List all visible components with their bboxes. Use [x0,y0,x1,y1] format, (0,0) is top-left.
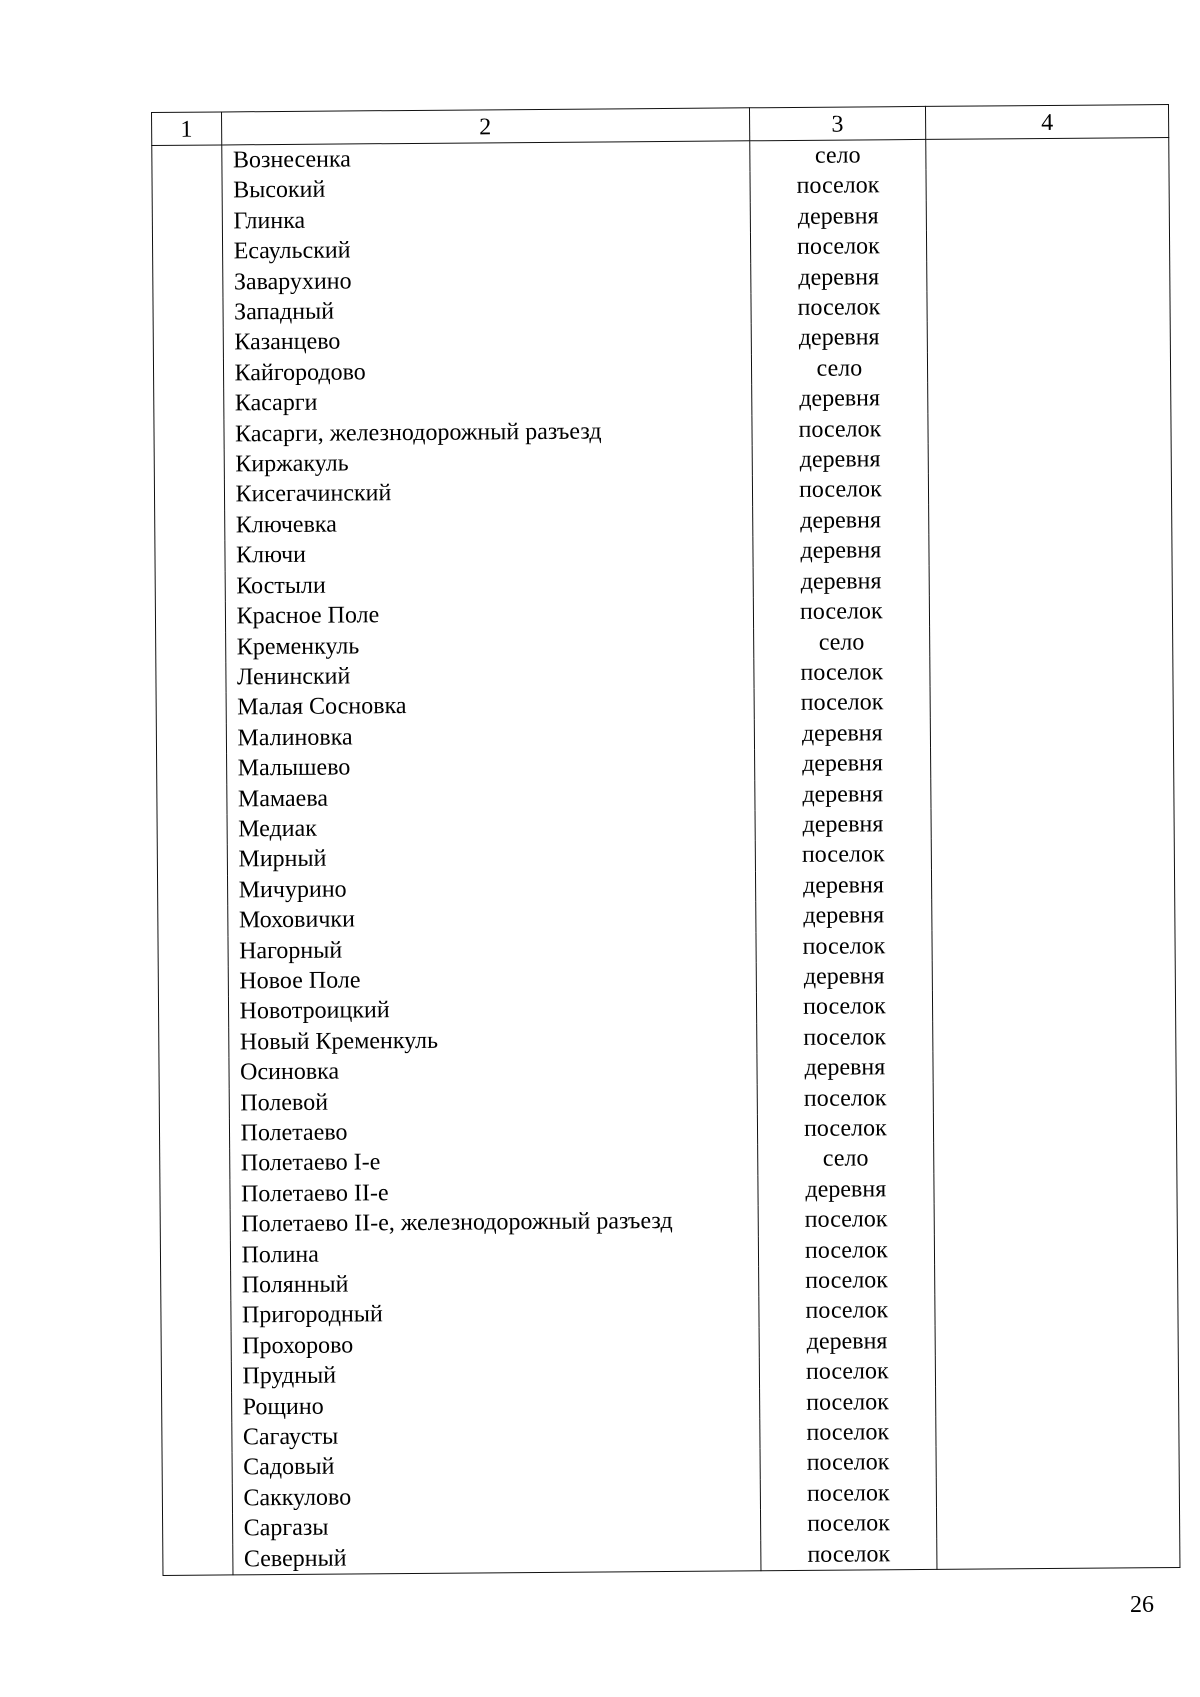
number-cell [160,1240,230,1271]
column-header-2: 2 [221,108,749,145]
settlement-name-cell: Новый Кременкуль [228,1023,756,1058]
notes-cell [927,229,1170,261]
settlement-name-cell: Полевой [229,1084,757,1119]
settlement-type-cell: поселок [758,1204,935,1236]
settlement-type-cell: поселок [753,596,930,628]
number-cell [153,358,223,389]
number-cell [152,176,222,207]
notes-cell [936,1385,1179,1417]
settlement-type-cell: поселок [760,1447,937,1479]
notes-cell [927,351,1170,383]
settlement-type-cell: деревня [756,961,933,993]
settlement-name-cell: Мичурино [227,871,755,906]
number-cell [162,1422,232,1453]
notes-cell [933,1111,1176,1143]
number-cell [157,754,227,785]
column-header-1: 1 [152,112,222,146]
settlement-name-cell: Заварухино [222,263,750,298]
number-cell [155,571,225,602]
settlement-type-cell: село [753,626,930,658]
settlement-type-cell: поселок [751,292,928,324]
number-cell [154,389,224,420]
number-cell [154,480,224,511]
settlement-name-cell: Касарги, железнодорожный разъезд [223,415,751,450]
notes-cell [929,503,1172,535]
settlement-name-cell: Саккулово [232,1479,760,1514]
number-cell [162,1392,232,1423]
settlement-type-cell: деревня [757,1052,934,1084]
settlement-name-cell: Киржакуль [224,445,752,480]
number-cell [159,1088,229,1119]
settlement-name-cell: Кайгородово [223,354,751,389]
notes-cell [936,1415,1179,1447]
number-cell [153,328,223,359]
settlement-name-cell: Садовый [232,1449,760,1484]
number-cell [154,450,224,481]
notes-cell [927,320,1170,352]
number-cell [156,632,226,663]
settlement-name-cell: Малышево [226,749,754,784]
settlement-name-cell: Моховички [227,901,755,936]
settlement-type-cell: село [757,1143,934,1175]
settlement-type-cell: поселок [760,1478,937,1510]
settlement-type-cell: поселок [756,930,933,962]
number-cell [152,237,222,268]
notes-cell [934,1172,1177,1204]
notes-cell [935,1293,1178,1325]
notes-cell [926,168,1169,200]
notes-cell [930,685,1173,717]
number-cell [160,1210,230,1241]
number-cell [155,510,225,541]
settlement-type-cell: деревня [751,383,928,415]
number-cell [156,662,226,693]
settlement-name-cell: Мирный [227,841,755,876]
number-cell [159,1058,229,1089]
settlement-name-cell: Малиновка [226,719,754,754]
number-cell [154,419,224,450]
settlement-name-cell: Высокий [222,172,750,207]
number-cell [155,602,225,633]
settlement-type-cell: деревня [755,900,932,932]
settlement-type-cell: деревня [753,535,930,567]
settlement-name-cell: Костыли [225,567,753,602]
notes-cell [928,381,1171,413]
settlement-name-cell: Полина [230,1236,758,1271]
number-cell [163,1544,233,1575]
settlement-type-cell: деревня [755,809,932,841]
notes-cell [937,1537,1180,1570]
notes-cell [933,1081,1176,1113]
notes-cell [936,1445,1179,1477]
settlement-type-cell: деревня [758,1174,935,1206]
settlement-name-cell: Саргазы [232,1510,760,1545]
notes-cell [927,260,1170,292]
notes-cell [931,807,1174,839]
settlement-type-cell: деревня [755,870,932,902]
settlement-type-cell: деревня [751,322,928,354]
number-cell [156,693,226,724]
settlement-type-cell: деревня [750,262,927,294]
number-cell [158,997,228,1028]
number-cell [161,1362,231,1393]
settlement-name-cell: Кисегачинский [224,476,752,511]
notes-cell [928,442,1171,474]
number-cell [157,814,227,845]
settlement-name-cell: Рощино [231,1388,759,1423]
notes-cell [935,1324,1178,1356]
settlement-name-cell: Северный [232,1540,760,1575]
settlement-name-cell: Полетаево I-е [229,1145,757,1180]
number-cell [163,1514,233,1545]
column-header-4: 4 [926,105,1169,140]
settlement-type-cell: поселок [759,1295,936,1327]
notes-cell [930,716,1173,748]
notes-cell [932,868,1175,900]
settlement-type-cell: поселок [754,687,931,719]
number-cell [157,875,227,906]
number-cell [162,1483,232,1514]
number-cell [161,1270,231,1301]
number-cell [158,966,228,997]
number-cell [156,723,226,754]
number-cell [155,541,225,572]
settlement-type-cell: деревня [752,505,929,537]
notes-cell [926,199,1169,231]
notes-cell [932,959,1175,991]
notes-cell [929,533,1172,565]
settlement-name-cell: Ключевка [224,506,752,541]
notes-cell [930,655,1173,687]
number-cell [159,1027,229,1058]
notes-cell [935,1263,1178,1295]
notes-cell [933,1020,1176,1052]
number-cell [152,145,222,176]
number-cell [153,297,223,328]
notes-cell [934,1233,1177,1265]
number-cell [157,784,227,815]
notes-cell [934,1202,1177,1234]
settlement-type-cell: поселок [752,474,929,506]
settlement-type-cell: поселок [760,1539,937,1571]
number-cell [160,1179,230,1210]
settlement-name-cell: Прохорово [231,1327,759,1362]
settlement-type-cell: деревня [752,444,929,476]
settlement-name-cell: Глинка [222,202,750,237]
settlement-type-cell: поселок [756,1022,933,1054]
settlement-name-cell: Новотроицкий [228,993,756,1028]
notes-cell [933,1050,1176,1082]
settlement-type-cell: село [749,139,926,171]
settlement-type-cell: поселок [759,1417,936,1449]
notes-cell [934,1141,1177,1173]
settlement-type-cell: поселок [750,231,927,263]
settlement-name-cell: Ключи [224,537,752,572]
settlement-type-cell: поселок [757,1113,934,1145]
settlement-name-cell: Ленинский [225,658,753,693]
notes-cell [931,837,1174,869]
settlement-type-cell: деревня [754,748,931,780]
notes-cell [928,412,1171,444]
settlement-name-cell: Медиак [227,810,755,845]
settlement-type-cell: поселок [759,1356,936,1388]
settlement-type-cell: поселок [758,1235,935,1267]
settlement-name-cell: Нагорный [228,932,756,967]
notes-cell [927,290,1170,322]
table-body [152,138,1180,1576]
notes-cell [929,594,1172,626]
settlement-name-cell: Вознесенка [221,141,749,176]
number-cell [158,936,228,967]
settlement-name-cell: Прудный [231,1358,759,1393]
settlement-name-cell: Пригородный [230,1297,758,1332]
settlement-name-cell: Западный [223,293,751,328]
settlement-name-cell: Малая Сосновка [226,689,754,724]
number-cell [161,1331,231,1362]
number-cell [160,1149,230,1180]
settlement-name-cell: Казанцево [223,324,751,359]
settlement-type-cell: поселок [753,657,930,689]
settlement-name-cell: Новое Поле [228,962,756,997]
settlement-name-cell: Есаульский [222,233,750,268]
settlement-type-cell: деревня [750,201,927,233]
settlement-type-cell: деревня [753,566,930,598]
number-cell [161,1301,231,1332]
settlement-type-cell: поселок [758,1265,935,1297]
column-header-3: 3 [749,106,926,140]
settlement-name-cell: Полетаево [229,1114,757,1149]
settlement-name-cell: Мамаева [226,780,754,815]
settlement-type-cell: поселок [755,839,932,871]
settlement-type-cell: поселок [760,1508,937,1540]
number-cell [158,906,228,937]
number-cell [157,845,227,876]
settlement-name-cell: Сагаусты [231,1418,759,1453]
settlement-type-cell: поселок [752,414,929,446]
settlement-name-cell: Полетаево II-е [229,1175,757,1210]
number-cell [152,206,222,237]
settlement-name-cell: Полетаево II-е, железнодорожный разъезд [230,1205,758,1240]
notes-cell [926,138,1169,171]
notes-cell [936,1476,1179,1508]
notes-cell [937,1506,1180,1538]
notes-cell [932,929,1175,961]
settlement-type-cell: деревня [754,778,931,810]
settlement-name-cell: Осиновка [228,1053,756,1088]
notes-cell [930,624,1173,656]
settlements-table [151,104,1180,1576]
settlement-type-cell: поселок [757,1082,934,1114]
settlement-type-cell: деревня [759,1326,936,1358]
number-cell [153,267,223,298]
settlement-name-cell: Красное Поле [225,597,753,632]
settlement-type-cell: поселок [756,991,933,1023]
number-cell [159,1118,229,1149]
settlement-type-cell: село [751,353,928,385]
notes-cell [935,1354,1178,1386]
page-number: 26 [1130,1592,1154,1618]
notes-cell [931,777,1174,809]
notes-cell [928,472,1171,504]
settlement-type-cell: поселок [750,170,927,202]
settlement-name-cell: Кременкуль [225,628,753,663]
settlement-type-cell: деревня [754,718,931,750]
notes-cell [929,564,1172,596]
notes-cell [932,989,1175,1021]
number-cell [162,1453,232,1484]
settlement-type-cell: поселок [759,1387,936,1419]
settlement-name-cell: Касарги [223,385,751,420]
notes-cell [932,898,1175,930]
settlement-name-cell: Полянный [230,1266,758,1301]
notes-cell [931,746,1174,778]
